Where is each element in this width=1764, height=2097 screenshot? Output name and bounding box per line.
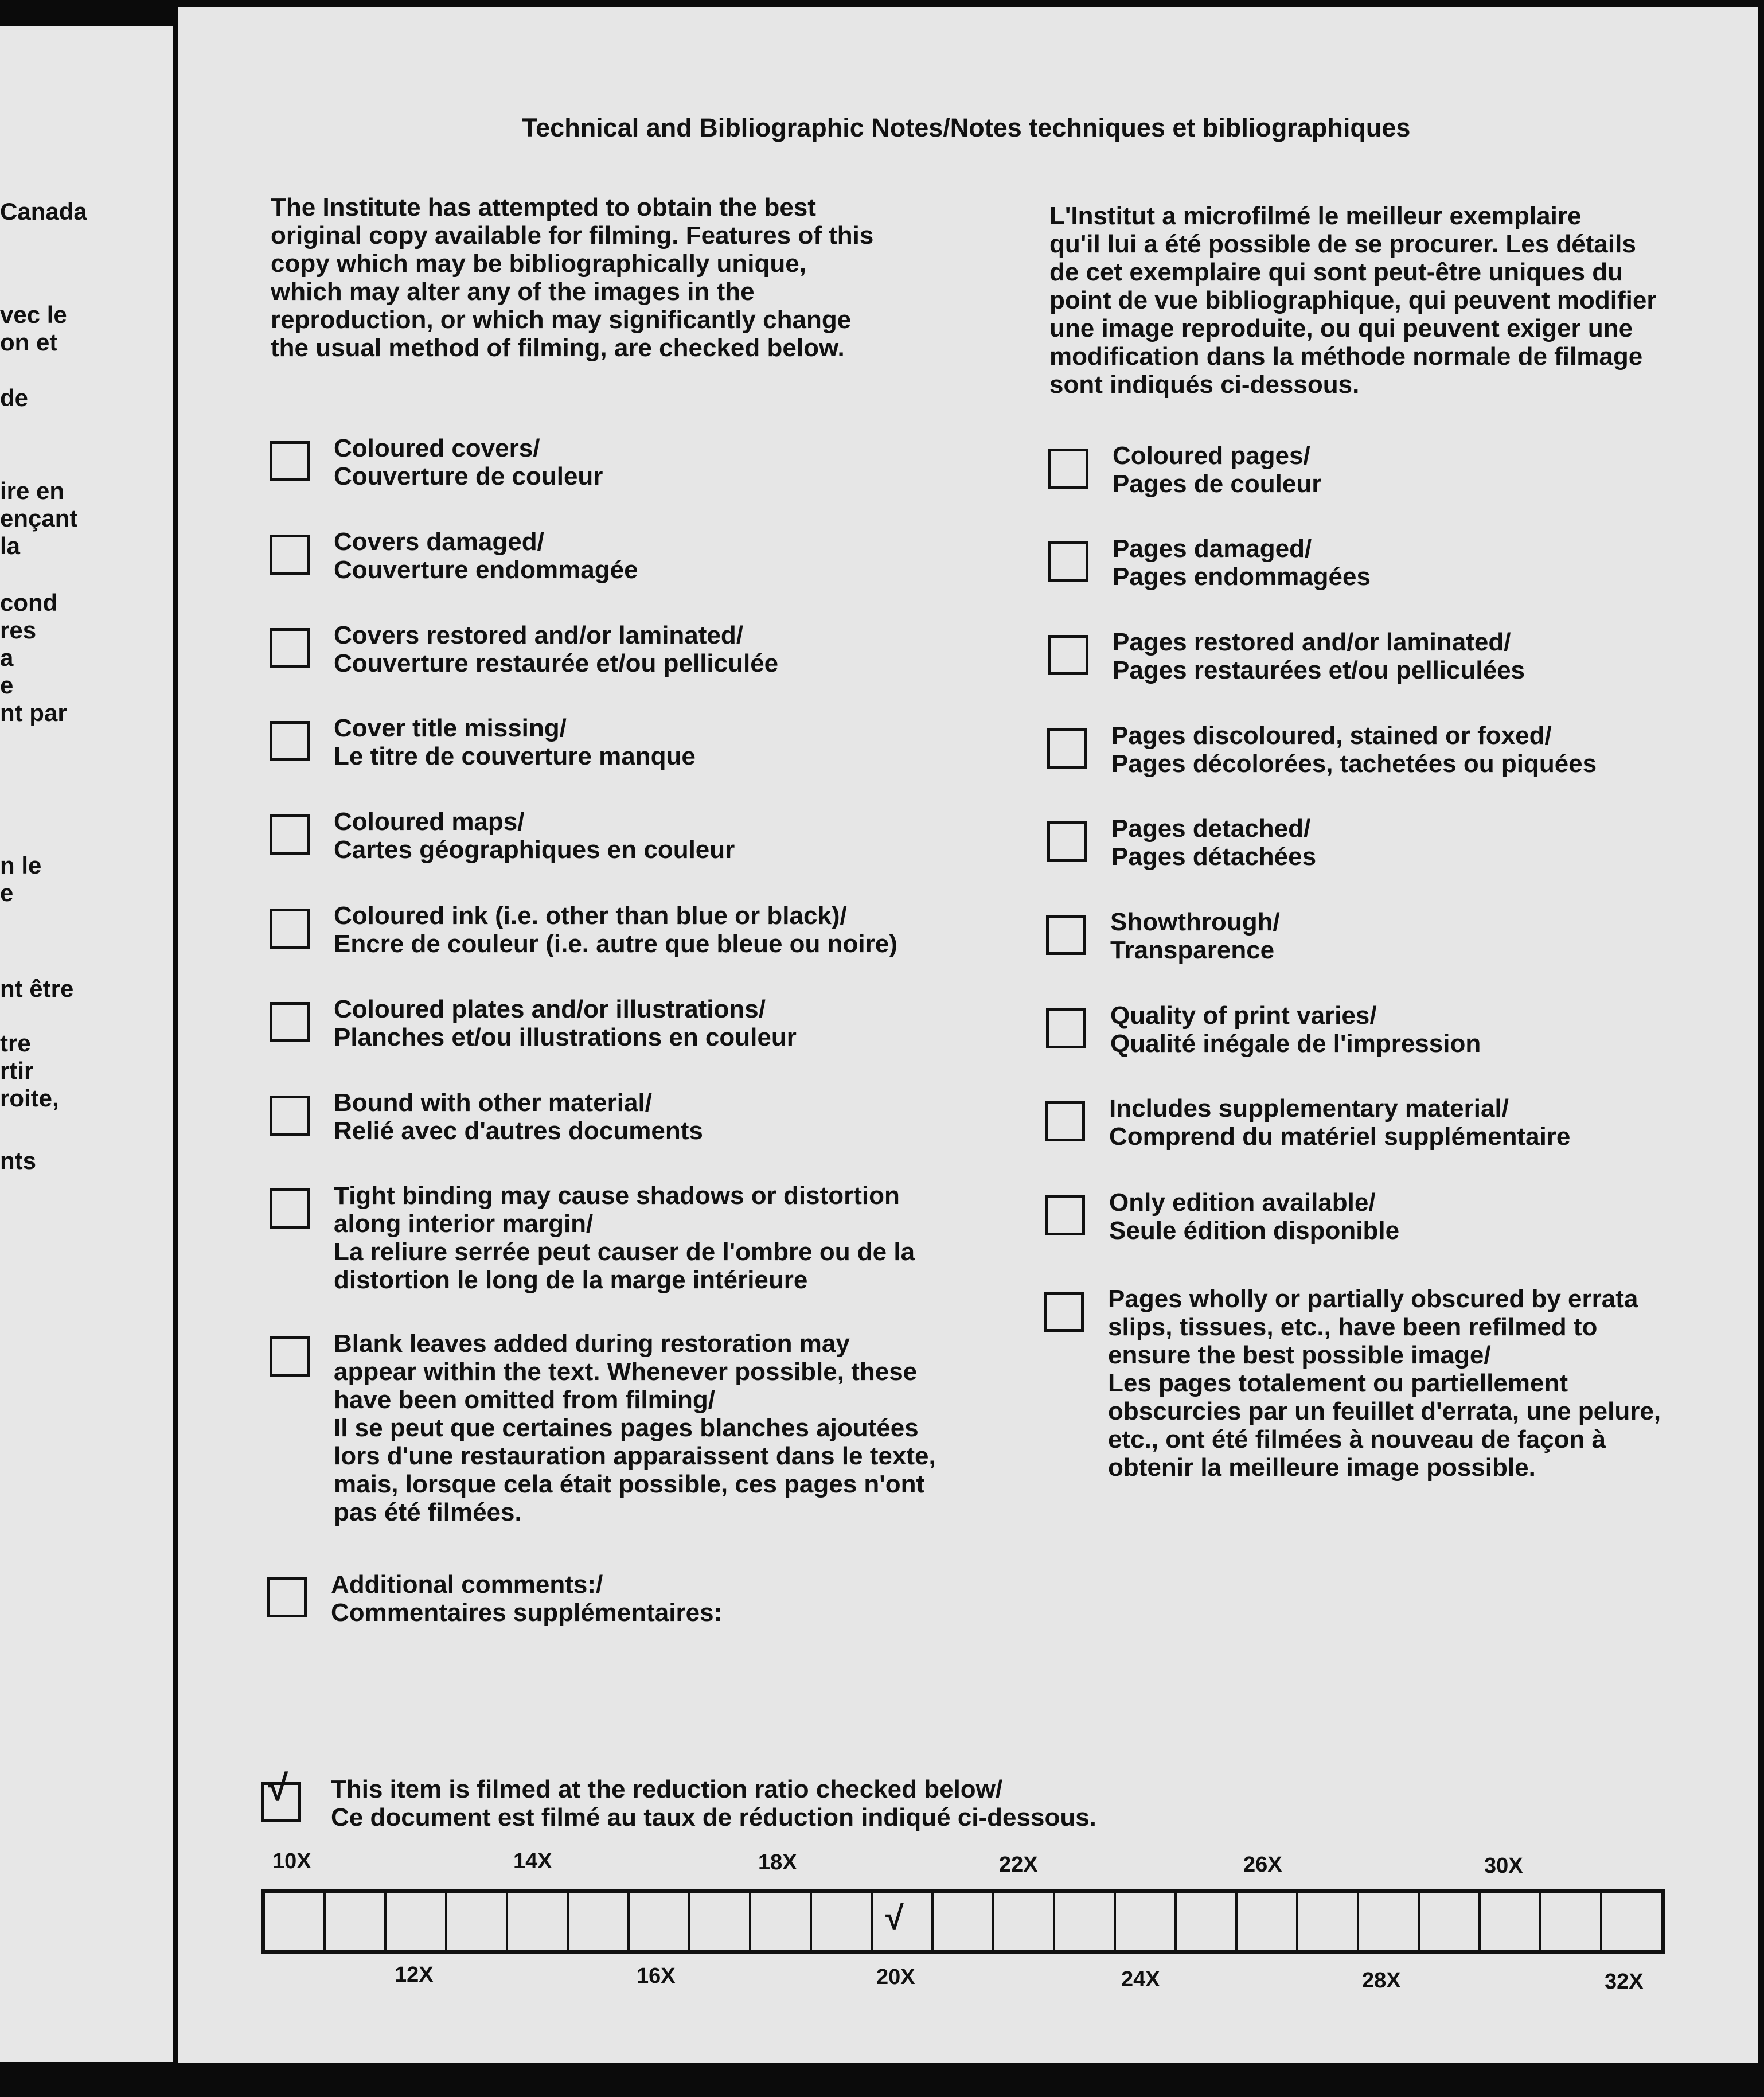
label-line: etc., ont été filmées à nouveau de façon à (1108, 1425, 1606, 1453)
fragment-text: nt par (0, 699, 67, 726)
label-line: Pages endommagées (1113, 563, 1371, 591)
item-label (334, 902, 897, 958)
ratio-label-top: 10X (272, 1849, 311, 1873)
ratio-cell[interactable] (508, 1893, 569, 1950)
label-line: Pages discoloured, stained or foxed/ (1111, 722, 1552, 750)
ratio-label-bottom: 20X (876, 1965, 915, 1989)
checkbox[interactable] (270, 1336, 310, 1377)
intro-line: de cet exemplaire qui sont peut-être uniques du (1049, 258, 1623, 286)
fragment-text: tre (0, 1030, 31, 1057)
checkbox[interactable] (270, 1096, 310, 1136)
checkbox[interactable] (1048, 449, 1088, 489)
label-line: Pages wholly or partially obscured by errata (1108, 1285, 1638, 1313)
label-line: Coloured plates and/or illustrations/ (334, 995, 766, 1023)
label-line: Tight binding may cause shadows or distortion (334, 1182, 900, 1210)
ratio-cell[interactable] (1420, 1893, 1481, 1950)
fragment-text: e (0, 672, 14, 699)
intro-line: une image reproduite, ou qui peuvent exiger une (1049, 314, 1633, 342)
fragment-text: nt être (0, 975, 74, 1002)
fragment-text: ençant (0, 505, 78, 532)
checkbox[interactable] (1047, 728, 1087, 769)
ratio-cell[interactable] (1541, 1893, 1602, 1950)
label-line: Pages détachées (1111, 843, 1317, 871)
ratio-label-bottom: 16X (637, 1964, 676, 1988)
fragment-text: cond (0, 589, 58, 616)
label-line: Couverture restaurée et/ou pelliculée (334, 649, 779, 677)
checkbox[interactable] (1046, 915, 1086, 955)
label-line: Encre de couleur (i.e. autre que bleue ou noire) (334, 930, 897, 958)
intro-english (271, 193, 873, 362)
label-line: Qualité inégale de l'impression (1110, 1030, 1481, 1058)
checkbox[interactable] (270, 441, 310, 481)
item-label (1113, 442, 1321, 498)
item-label (331, 1570, 722, 1627)
item-label (334, 1089, 703, 1145)
checkbox[interactable] (270, 535, 310, 575)
ratio-cell[interactable] (265, 1893, 326, 1950)
ratio-label-bottom: 12X (395, 1963, 434, 1987)
ratio-cell[interactable] (812, 1893, 873, 1950)
label-line: Covers restored and/or laminated/ (334, 621, 743, 649)
label-line: Planches et/ou illustrations en couleur (334, 1023, 797, 1051)
fragment-text: rtir (0, 1057, 34, 1084)
ratio-cell[interactable] (447, 1893, 508, 1950)
checkbox[interactable] (1047, 821, 1087, 862)
checkbox[interactable] (1045, 1101, 1085, 1141)
intro-line: copy which may be bibliographically unique, (271, 250, 806, 278)
fragment-text: e (0, 879, 14, 906)
label-line: lors d'une restauration apparaissent dans le texte, (334, 1442, 936, 1470)
ratio-label-top: 14X (513, 1849, 552, 1873)
ratio-cell[interactable] (934, 1893, 994, 1950)
intro-line: sont indiqués ci-dessous. (1049, 371, 1360, 399)
label-line: Coloured covers/ (334, 434, 540, 462)
ratio-label-bottom: 28X (1362, 1969, 1401, 1993)
item-label (334, 434, 603, 490)
item-label (331, 1775, 1096, 1831)
label-line: Pages damaged/ (1113, 535, 1312, 563)
checkbox[interactable] (1046, 1008, 1086, 1048)
label-line: Ce document est filmé au taux de réduction indiqué ci-dessous. (331, 1803, 1096, 1831)
label-line: obscurcies par un feuillet d'errata, une pelure, (1108, 1397, 1661, 1425)
item-label (334, 528, 638, 584)
label-line: mais, lorsque cela était possible, ces pages n'ont (334, 1470, 925, 1498)
checkmark-icon: √ (885, 1899, 904, 1936)
fragment-text: n le (0, 852, 42, 879)
fragment-text: Canada (0, 198, 87, 225)
item-label (334, 1330, 936, 1526)
item-label (1108, 1285, 1661, 1482)
label-line: along interior margin/ (334, 1210, 594, 1238)
label-line: Le titre de couverture manque (334, 742, 696, 770)
label-line: Showthrough/ (1110, 908, 1280, 936)
fragment-text: ire en (0, 477, 65, 504)
label-line: Il se peut que certaines pages blanches ajoutées (334, 1414, 919, 1442)
intro-french (1049, 202, 1656, 399)
fragment-text: res (0, 617, 37, 644)
ratio-cell[interactable] (1177, 1893, 1238, 1950)
item-label (1110, 1001, 1481, 1058)
ratio-cell[interactable] (751, 1893, 812, 1950)
intro-line: point de vue bibliographique, qui peuvent modifier (1049, 286, 1657, 314)
ratio-cell[interactable] (1481, 1893, 1541, 1950)
ratio-cell[interactable] (1116, 1893, 1177, 1950)
item-label (1113, 628, 1525, 684)
fragment-text: roite, (0, 1085, 59, 1112)
checkbox[interactable] (270, 628, 310, 668)
label-line: Pages décolorées, tachetées ou piquées (1111, 750, 1597, 778)
label-line: Pages restaurées et/ou pelliculées (1113, 656, 1525, 684)
intro-line: which may alter any of the images in the (271, 278, 755, 306)
label-line: Coloured pages/ (1113, 442, 1310, 470)
intro-line: the usual method of filming, are checked below. (271, 334, 845, 362)
label-line: Pages de couleur (1113, 470, 1322, 498)
label-line: Couverture de couleur (334, 462, 603, 490)
item-label (334, 995, 797, 1051)
item-label (334, 621, 778, 677)
label-line: Bound with other material/ (334, 1089, 652, 1117)
label-line: Includes supplementary material/ (1109, 1094, 1509, 1122)
ratio-cell[interactable] (1238, 1893, 1298, 1950)
intro-line: reproduction, or which may significantly change (271, 306, 852, 334)
ratio-label-top: 26X (1243, 1853, 1282, 1877)
checkbox[interactable] (1048, 541, 1088, 582)
intro-line: modification dans la méthode normale de filmage (1049, 342, 1643, 371)
checkmark-icon: √ (268, 1767, 288, 1808)
fragment-text: de (0, 384, 29, 411)
label-line: obtenir la meilleure image possible. (1108, 1453, 1536, 1482)
item-label (334, 808, 735, 864)
ratio-cell[interactable] (326, 1893, 387, 1950)
item-label (334, 714, 696, 770)
label-line: Pages restored and/or laminated/ (1113, 628, 1511, 656)
label-line: Pages detached/ (1111, 814, 1311, 843)
label-line: Cartes géographiques en couleur (334, 836, 735, 864)
item-label (1111, 722, 1597, 778)
item-label (1110, 908, 1280, 964)
label-line: Seule édition disponible (1109, 1217, 1400, 1245)
checkbox[interactable] (1048, 635, 1088, 675)
fragment-text: a (0, 644, 14, 671)
label-line: ensure the best possible image/ (1108, 1341, 1491, 1369)
checkbox[interactable] (270, 814, 310, 855)
ratio-label-top: 22X (999, 1853, 1038, 1877)
ratio-label-top: 30X (1484, 1854, 1523, 1878)
page-title: Technical and Bibliographic Notes/Notes techniques et bibliographiques (522, 113, 1411, 142)
label-line: Les pages totalement ou partiellement (1108, 1369, 1568, 1397)
ratio-cell[interactable] (630, 1893, 690, 1950)
label-line: distortion le long de la marge intérieure (334, 1266, 808, 1294)
fragment-text: vec le (0, 301, 67, 328)
ratio-cell[interactable] (1055, 1893, 1116, 1950)
checkbox[interactable] (270, 721, 310, 761)
intro-line: The Institute has attempted to obtain the best (271, 193, 816, 221)
notes-page (178, 7, 1758, 2063)
label-line: have been omitted from filming/ (334, 1386, 715, 1414)
ratio-label-bottom: 32X (1605, 1970, 1644, 1994)
label-line: Transparence (1110, 936, 1275, 964)
ratio-label-bottom: 24X (1121, 1967, 1160, 1991)
label-line: slips, tissues, etc., have been refilmed to (1108, 1313, 1598, 1341)
ratio-cell[interactable] (873, 1893, 934, 1950)
label-line: Commentaires supplémentaires: (331, 1599, 723, 1627)
checkbox[interactable] (270, 1188, 310, 1229)
label-line: Couverture endommagée (334, 556, 638, 584)
item-label (1109, 1094, 1570, 1151)
label-line: Coloured ink (i.e. other than blue or black)/ (334, 902, 847, 930)
label-line: Additional comments:/ (331, 1570, 603, 1599)
label-line: Blank leaves added during restoration may (334, 1330, 850, 1358)
label-line: Quality of print varies/ (1110, 1001, 1377, 1030)
intro-line: original copy available for filming. Features of this (271, 221, 874, 250)
label-line: This item is filmed at the reduction ratio checked below/ (331, 1775, 1003, 1803)
adjacent-page-fragment (0, 26, 173, 2062)
ratio-cell[interactable] (387, 1893, 447, 1950)
label-line: La reliure serrée peut causer de l'ombre ou de la (334, 1238, 915, 1266)
ratio-cell[interactable] (690, 1893, 751, 1950)
checkbox[interactable] (267, 1577, 307, 1617)
ratio-cell[interactable] (1602, 1893, 1661, 1950)
intro-line: qu'il lui a été possible de se procurer. Les détails (1049, 230, 1636, 258)
reduction-ratio-grid (261, 1889, 1665, 1954)
intro-line: L'Institut a microfilmé le meilleur exemplaire (1049, 202, 1582, 230)
ratio-cell[interactable] (994, 1893, 1055, 1950)
checkbox[interactable] (1045, 1195, 1085, 1235)
label-line: Comprend du matériel supplémentaire (1109, 1122, 1571, 1151)
item-label (1113, 535, 1371, 591)
item-label (1109, 1188, 1399, 1245)
label-line: appear within the text. Whenever possible, these (334, 1358, 918, 1386)
ratio-cell[interactable] (1298, 1893, 1359, 1950)
ratio-cell[interactable] (1359, 1893, 1420, 1950)
item-label (334, 1182, 915, 1294)
fragment-text: la (0, 532, 21, 559)
label-line: Coloured maps/ (334, 808, 525, 836)
label-line: Cover title missing/ (334, 714, 567, 742)
checkbox[interactable] (270, 909, 310, 949)
label-line: Covers damaged/ (334, 528, 544, 556)
item-label (1111, 814, 1316, 871)
label-line: pas été filmées. (334, 1498, 522, 1526)
label-line: Relié avec d'autres documents (334, 1117, 703, 1145)
ratio-label-top: 18X (758, 1850, 797, 1874)
checkbox[interactable] (1044, 1292, 1084, 1332)
fragment-text: on et (0, 329, 58, 356)
label-line: Only edition available/ (1109, 1188, 1376, 1217)
fragment-text: nts (0, 1147, 36, 1174)
checkbox[interactable] (270, 1002, 310, 1042)
ratio-cell[interactable] (569, 1893, 630, 1950)
